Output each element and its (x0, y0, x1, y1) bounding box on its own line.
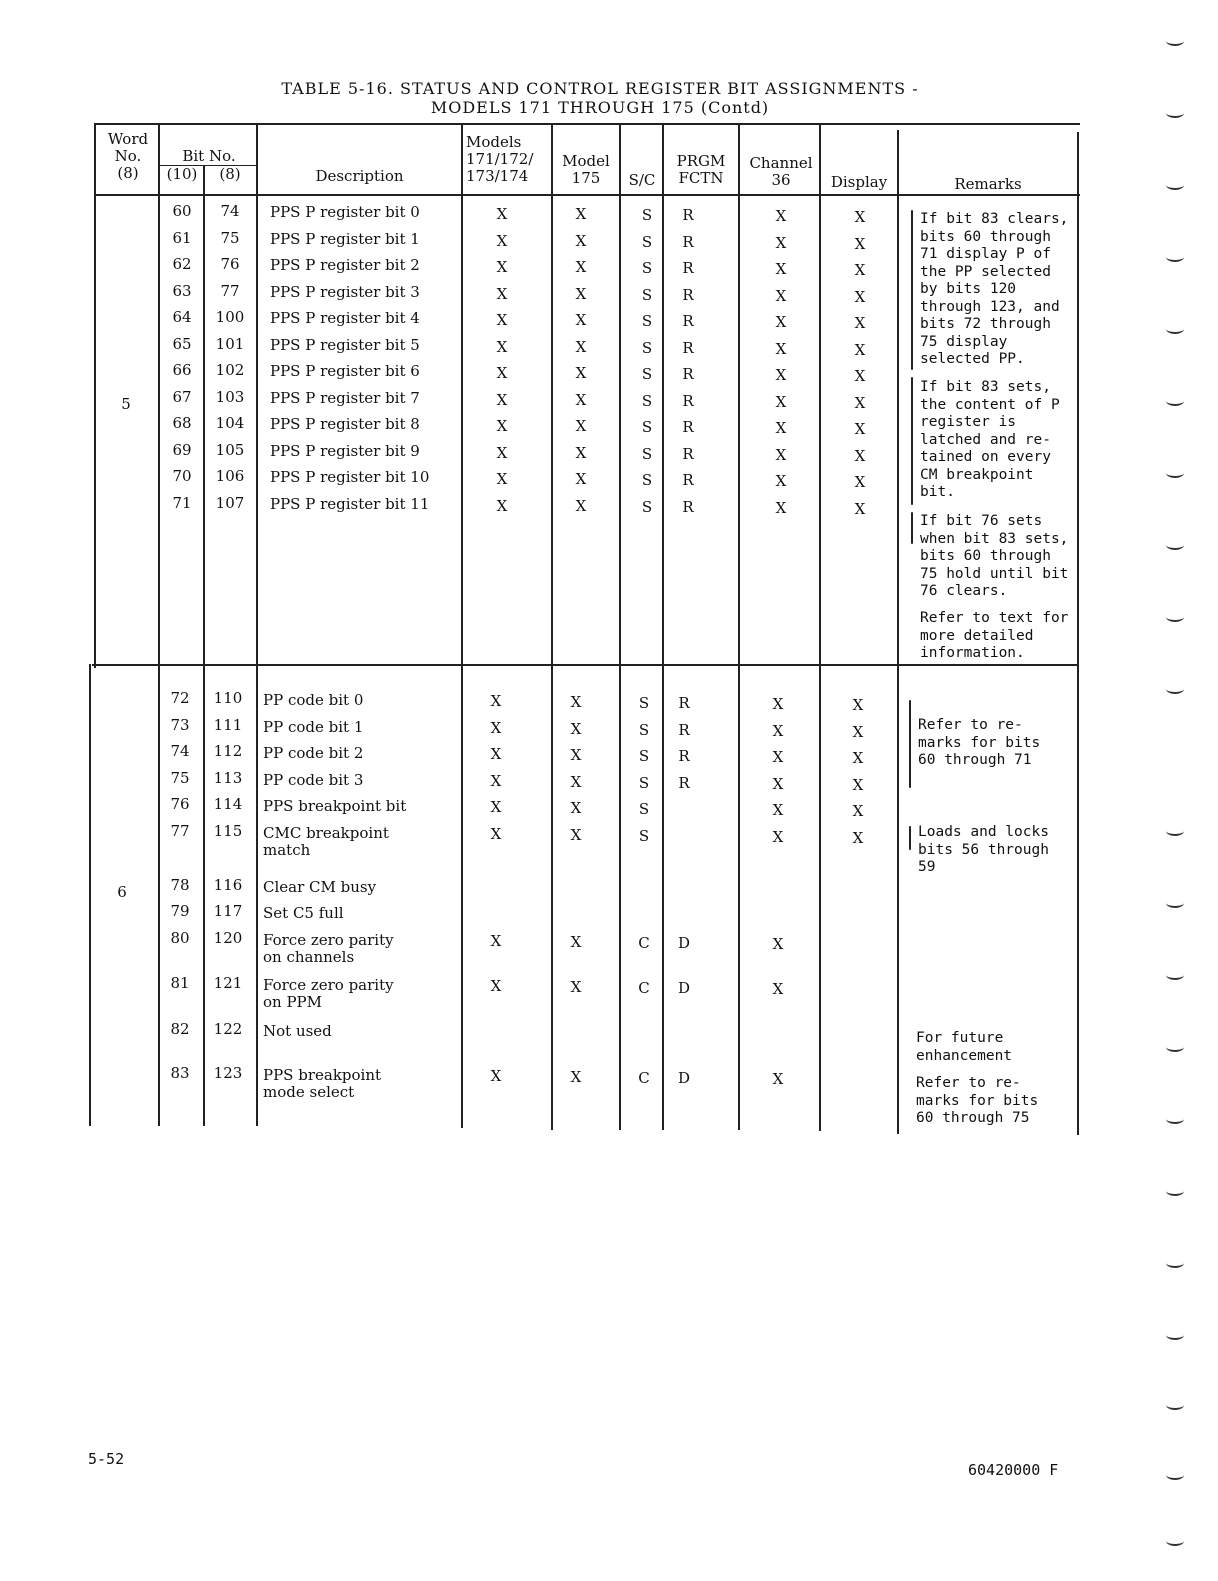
description-line: PP code bit 1 (263, 718, 364, 736)
model-175-flag: X (570, 978, 582, 996)
remark-block: If bit 83 sets, the content of P register is latched and re- tained on every CM breakpoint bit. (920, 379, 1060, 500)
bit-description (263, 1023, 332, 1040)
bit-octal: 110 (213, 689, 243, 707)
bit-octal: 120 (213, 929, 243, 947)
bit-decimal: 60 (172, 202, 192, 220)
bit-description: PPS P register bit 7 (270, 388, 420, 407)
table-top-rule (96, 123, 1080, 125)
bit-octal: 114 (213, 795, 243, 813)
model-175-flag: X (575, 258, 587, 276)
bit-description (263, 825, 389, 859)
binder-mark (1166, 1186, 1184, 1196)
binder-mark (1166, 612, 1184, 622)
channel-36-flag: X (775, 260, 787, 278)
remark-block: If bit 83 clears, bits 60 through 71 display P of the PP selected by bits 120 through 123, and bits 72 through 75 display selected PP. (920, 211, 1069, 367)
description-line: on channels (263, 948, 355, 966)
bit-octal: 105 (215, 440, 245, 459)
bit-octal: 106 (215, 467, 245, 485)
sc-flag: S (641, 206, 653, 224)
header-display: Display (830, 173, 888, 191)
prgm-fctn-flag: R (682, 259, 694, 277)
bit-decimal: 73 (170, 716, 190, 734)
display-flag: X (852, 723, 864, 741)
models-171-174-flag: X (496, 496, 508, 515)
description-line: Clear CM busy (263, 878, 377, 896)
models-171-174-flag: X (496, 205, 508, 223)
bit-octal: 121 (213, 974, 243, 992)
channel-36-flag: X (775, 392, 787, 411)
channel-36-flag: X (772, 801, 784, 819)
description-line: match (263, 841, 311, 859)
models-171-174-flag: X (496, 258, 508, 276)
header-channel: Channel 36 (749, 154, 813, 189)
model-175-flag: X (575, 443, 587, 462)
models-171-174-flag: X (490, 692, 502, 710)
models-171-174-flag: X (496, 337, 508, 356)
bit-description (263, 977, 394, 1011)
prgm-fctn-flag: R (682, 365, 694, 383)
binder-mark (1166, 252, 1184, 262)
description-line: Not used (263, 1022, 332, 1040)
binder-mark (1166, 180, 1184, 190)
bit-description (263, 905, 344, 922)
remark-block: If bit 76 sets when bit 83 sets, bits 60 through 75 hold until bit 76 clears. (920, 513, 1069, 599)
header-bit-8: (8) (219, 165, 241, 183)
bit-decimal: 66 (172, 361, 192, 379)
model-175-flag: X (570, 799, 582, 817)
models-171-174-flag: X (496, 311, 508, 329)
sc-flag: S (638, 721, 650, 739)
display-flag: X (854, 420, 866, 438)
prgm-fctn-flag: R (682, 497, 694, 516)
models-171-174-flag: X (496, 364, 508, 382)
binder-mark (1166, 540, 1184, 550)
bit-decimal: 79 (170, 902, 190, 920)
display-flag: X (854, 287, 866, 306)
description-line: mode select (263, 1083, 355, 1101)
rule-bit8 (256, 123, 258, 1126)
bit-description (263, 1067, 381, 1101)
page-number: 5-52 (88, 1450, 125, 1468)
binder-mark (1166, 1536, 1184, 1546)
channel-36-flag: X (775, 419, 787, 437)
sc-flag: S (641, 338, 653, 357)
description-line: PP code bit 2 (263, 744, 364, 762)
channel-36-flag: X (775, 472, 787, 490)
model-175-flag: X (570, 826, 582, 844)
sc-flag: S (638, 747, 650, 765)
models-171-174-flag: X (490, 977, 502, 995)
model-175-flag: X (575, 205, 587, 223)
header-description: Description (315, 167, 404, 185)
header-models: Models 171/172/ 173/174 (466, 133, 534, 185)
bit-decimal: 82 (170, 1020, 190, 1038)
sc-flag: S (641, 444, 653, 463)
sc-flag: S (638, 774, 650, 792)
bit-octal: 112 (213, 742, 243, 760)
sc-flag: C (638, 934, 650, 952)
sc-flag: S (638, 800, 650, 818)
bit-octal: 101 (215, 334, 245, 353)
sc-flag: S (641, 418, 653, 436)
channel-36-flag: X (775, 339, 787, 358)
bit-description: PPS P register bit 9 (270, 441, 420, 460)
remark-block: Refer to text for more detailed information. (920, 610, 1069, 661)
bit-description: PPS P register bit 6 (270, 362, 420, 380)
bit-decimal: 68 (172, 414, 192, 432)
models-171-174-flag: X (496, 390, 508, 409)
channel-36-flag: X (772, 695, 784, 713)
channel-36-flag: X (775, 445, 787, 464)
bit-description (263, 932, 394, 966)
bit-octal: 122 (213, 1020, 243, 1038)
bit-decimal: 77 (170, 822, 190, 840)
prgm-fctn-flag: R (678, 747, 690, 765)
word-number: 6 (117, 883, 127, 901)
binder-mark (1166, 468, 1184, 478)
remark-block: For future enhancement (916, 1030, 1013, 1064)
bit-octal: 117 (213, 902, 243, 920)
bit-description (263, 692, 363, 709)
model-175-flag: X (575, 496, 587, 515)
prgm-fctn-flag: R (678, 694, 690, 712)
models-171-174-flag: X (490, 1067, 502, 1085)
binder-mark (1166, 1330, 1184, 1340)
channel-36-flag: X (775, 366, 787, 384)
description-line: PP code bit 0 (263, 691, 364, 709)
remarks-brace (911, 210, 913, 370)
binder-mark (1166, 108, 1184, 118)
prgm-fctn-flag: D (677, 934, 691, 952)
description-line: Force zero parity (263, 931, 394, 949)
display-flag: X (854, 234, 866, 253)
model-175-flag: X (575, 364, 587, 382)
prgm-fctn-flag: D (677, 979, 691, 997)
models-171-174-flag: X (490, 825, 502, 843)
sc-flag: S (638, 827, 650, 845)
bit-decimal: 80 (170, 929, 190, 947)
prgm-fctn-flag: D (677, 1069, 691, 1087)
prgm-fctn-flag: R (678, 774, 690, 792)
bit-description (263, 772, 363, 789)
sc-flag: S (641, 471, 653, 489)
bit-decimal: 81 (170, 974, 190, 992)
model-175-flag: X (570, 693, 582, 711)
channel-36-flag: X (775, 233, 787, 252)
sc-flag: S (641, 259, 653, 277)
models-171-174-flag: X (496, 231, 508, 250)
remarks-brace (909, 700, 911, 788)
prgm-fctn-flag: R (678, 721, 690, 739)
bit-description: PPS P register bit 0 (270, 203, 420, 221)
models-171-174-flag: X (490, 772, 502, 790)
display-flag: X (854, 367, 866, 385)
channel-36-flag: X (775, 498, 787, 517)
word-number: 5 (121, 395, 131, 413)
channel-36-flag: X (772, 775, 784, 793)
description-line: PP code bit 3 (263, 771, 364, 789)
table-title-line-2: MODELS 171 THROUGH 175 (Contd) (430, 98, 770, 117)
bit-octal: 116 (213, 876, 243, 894)
model-175-flag: X (575, 417, 587, 435)
binder-mark (1166, 826, 1184, 836)
prgm-fctn-flag: R (682, 338, 694, 357)
prgm-fctn-flag: R (682, 391, 694, 410)
bit-decimal: 76 (170, 795, 190, 813)
bit-decimal: 71 (172, 493, 192, 512)
header-bit-no: Bit No. (182, 147, 236, 165)
bit-octal: 76 (220, 255, 240, 273)
models-171-174-flag: X (490, 745, 502, 763)
bit-description: PPS P register bit 3 (270, 282, 420, 301)
sc-flag: S (641, 365, 653, 383)
bit-octal: 103 (215, 387, 245, 406)
model-175-flag: X (575, 231, 587, 250)
channel-36-flag: X (775, 313, 787, 331)
header-bit-10: (10) (166, 165, 198, 183)
document-number: 60420000 F (968, 1461, 1059, 1479)
models-171-174-flag: X (496, 417, 508, 435)
binder-mark (1166, 1400, 1184, 1410)
binder-mark (1166, 1258, 1184, 1268)
models-171-174-flag: X (496, 443, 508, 462)
header-remarks: Remarks (954, 175, 1022, 193)
prgm-fctn-flag: R (682, 418, 694, 436)
description-line: on PPM (263, 993, 323, 1011)
channel-36-flag: X (775, 207, 787, 225)
bit-decimal: 62 (172, 255, 192, 273)
remarks-brace (911, 512, 913, 544)
header-bottom-rule (96, 194, 1080, 196)
display-flag: X (854, 473, 866, 491)
display-flag: X (854, 208, 866, 226)
model-175-flag: X (570, 746, 582, 764)
display-flag: X (852, 802, 864, 820)
remark-block: Loads and locks bits 56 through 59 (918, 824, 1049, 875)
bit-decimal: 64 (172, 308, 192, 326)
bit-decimal: 65 (172, 334, 192, 353)
header-sc: S/C (628, 171, 656, 189)
channel-36-flag: X (772, 748, 784, 766)
description-line: PPS breakpoint bit (263, 797, 407, 815)
display-flag: X (854, 340, 866, 359)
rule-right (1077, 132, 1079, 1135)
binder-mark (1166, 396, 1184, 406)
sc-flag: S (641, 285, 653, 304)
channel-36-flag: X (772, 722, 784, 740)
rule-display (897, 130, 899, 1134)
header-prgm-fctn: PRGM FCTN (676, 152, 726, 187)
model-175-flag: X (570, 933, 582, 951)
prgm-fctn-flag: R (682, 206, 694, 224)
description-line: CMC breakpoint (263, 824, 389, 842)
bit-description: PPS P register bit 5 (270, 335, 420, 354)
bit-description (263, 798, 406, 815)
bit-octal: 115 (213, 822, 243, 840)
header-word-no: Word No. (8) (107, 130, 149, 182)
channel-36-flag: X (772, 980, 784, 998)
description-line: Set C5 full (263, 904, 344, 922)
bit-octal: 100 (215, 308, 245, 326)
prgm-fctn-flag: R (682, 232, 694, 251)
prgm-fctn-flag: R (682, 471, 694, 489)
remark-block: Refer to re- marks for bits 60 through 71 (918, 717, 1041, 768)
prgm-fctn-flag: R (682, 285, 694, 304)
binder-mark (1166, 1114, 1184, 1124)
description-line: PPS breakpoint (263, 1066, 382, 1084)
display-flag: X (854, 446, 866, 465)
bit-description: PPS P register bit 10 (270, 468, 430, 486)
bit-decimal: 69 (172, 440, 192, 459)
bit-description (263, 879, 376, 896)
sc-flag: C (638, 979, 650, 997)
sc-flag: S (641, 232, 653, 251)
bit-decimal: 74 (170, 742, 190, 760)
model-175-flag: X (570, 720, 582, 738)
display-flag: X (854, 393, 866, 412)
bit-description (263, 745, 363, 762)
channel-36-flag: X (772, 1070, 784, 1088)
description-line: Force zero parity (263, 976, 394, 994)
bit-octal: 102 (215, 361, 245, 379)
bit-decimal: 72 (170, 689, 190, 707)
bit-octal: 113 (213, 769, 243, 787)
sc-flag: S (641, 312, 653, 330)
bit-description (263, 719, 363, 736)
display-flag: X (852, 829, 864, 847)
sc-flag: C (638, 1069, 650, 1087)
bit-octal: 75 (220, 228, 240, 247)
bit-octal: 104 (215, 414, 245, 432)
remarks-brace (911, 377, 913, 505)
binder-mark (1166, 36, 1184, 46)
bit-decimal: 70 (172, 467, 192, 485)
binder-mark (1166, 324, 1184, 334)
bit-decimal: 83 (170, 1064, 190, 1082)
model-175-flag: X (575, 311, 587, 329)
bit-description: PPS P register bit 2 (270, 256, 420, 274)
bit-decimal: 61 (172, 228, 192, 247)
model-175-flag: X (575, 390, 587, 409)
bit-octal: 123 (213, 1064, 243, 1082)
display-flag: X (852, 749, 864, 767)
bit-decimal: 75 (170, 769, 190, 787)
prgm-fctn-flag: R (682, 312, 694, 330)
binder-mark (1166, 1042, 1184, 1052)
bit-decimal: 63 (172, 281, 192, 300)
sc-flag: S (641, 497, 653, 516)
model-175-flag: X (570, 773, 582, 791)
sc-flag: S (638, 694, 650, 712)
display-flag: X (852, 696, 864, 714)
display-flag: X (854, 499, 866, 518)
binder-mark (1166, 1470, 1184, 1480)
models-171-174-flag: X (496, 284, 508, 303)
binder-mark (1166, 970, 1184, 980)
table-title-line-1: TABLE 5-16. STATUS AND CONTROL REGISTER BIT ASSIGNMENTS - (281, 79, 919, 98)
channel-36-flag: X (775, 286, 787, 305)
bit-octal: 77 (220, 281, 240, 300)
models-171-174-flag: X (490, 798, 502, 816)
remark-block: Refer to re- marks for bits 60 through 75 (916, 1075, 1039, 1126)
remarks-brace (909, 826, 911, 850)
bit-description: PPS P register bit 8 (270, 415, 420, 433)
bit-description: PPS P register bit 11 (270, 494, 430, 513)
bit-decimal: 78 (170, 876, 190, 894)
binder-mark (1166, 898, 1184, 908)
prgm-fctn-flag: R (682, 444, 694, 463)
bit-description: PPS P register bit 1 (270, 229, 420, 248)
bit-octal: 111 (213, 716, 243, 734)
sc-flag: S (641, 391, 653, 410)
model-175-flag: X (575, 284, 587, 303)
models-171-174-flag: X (496, 470, 508, 488)
channel-36-flag: X (772, 828, 784, 846)
model-175-flag: X (575, 337, 587, 356)
model-175-flag: X (570, 1068, 582, 1086)
display-flag: X (854, 261, 866, 279)
display-flag: X (854, 314, 866, 332)
channel-36-flag: X (772, 935, 784, 953)
display-flag: X (852, 776, 864, 794)
bit-octal: 107 (215, 493, 245, 512)
bit-description: PPS P register bit 4 (270, 309, 420, 327)
section-divider-rule (92, 664, 1078, 666)
models-171-174-flag: X (490, 719, 502, 737)
bit-octal: 74 (220, 202, 240, 220)
binder-mark (1166, 684, 1184, 694)
bit-decimal: 67 (172, 387, 192, 406)
model-175-flag: X (575, 470, 587, 488)
models-171-174-flag: X (490, 932, 502, 950)
header-model-175: Model 175 (562, 152, 610, 187)
